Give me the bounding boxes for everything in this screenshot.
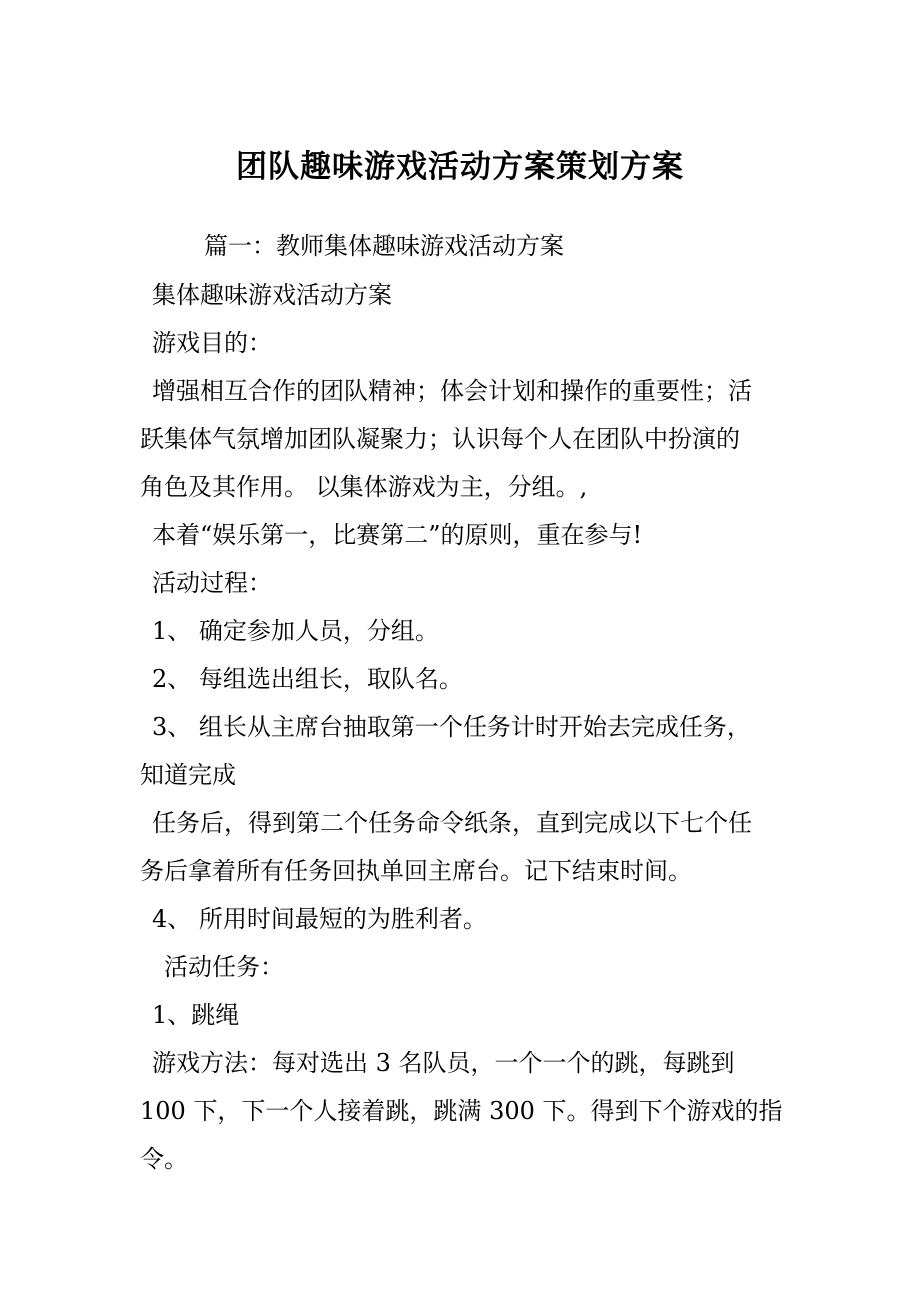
paragraph-line: 游戏方法：每对选出 3 名队员，一个一个的跳，每跳到 xyxy=(152,1049,735,1077)
section-heading: 活动任务： xyxy=(164,953,284,981)
paragraph-line: 本着“娱乐第一，比赛第二”的原则，重在参与! xyxy=(152,521,643,549)
paragraph-line: 增强相互合作的团队精神；体会计划和操作的重要性；活 xyxy=(152,377,752,405)
list-item: 1、 确定参加人员，分组。 xyxy=(152,617,439,645)
paragraph-line: 100 下，下一个人接着跳，跳满 300 下。得到下个游戏的指 xyxy=(140,1097,783,1125)
paragraph-line: 令。 xyxy=(140,1145,188,1173)
list-item: 3、 组长从主席台抽取第一个任务计时开始去完成任务， xyxy=(152,713,751,741)
paragraph-line: 角色及其作用。 以集体游戏为主，分组。, xyxy=(140,473,588,501)
section-heading: 篇一：教师集体趣味游戏活动方案 xyxy=(204,232,564,260)
paragraph-line: 游戏目的： xyxy=(152,329,272,357)
list-item: 1、跳绳 xyxy=(152,1001,240,1029)
paragraph-line: 活动过程： xyxy=(152,569,272,597)
subtitle-line: 集体趣味游戏活动方案 xyxy=(152,281,392,309)
paragraph-line: 知道完成 xyxy=(140,761,236,789)
list-item: 4、 所用时间最短的为胜利者。 xyxy=(152,905,487,933)
paragraph-line: 跃集体气氛增加团队凝聚力；认识每个人在团队中扮演的 xyxy=(140,425,740,453)
document-title: 团队趣味游戏活动方案策划方案 xyxy=(236,149,684,185)
paragraph-line: 务后拿着所有任务回执单回主席台。记下结束时间。 xyxy=(140,857,692,885)
list-item: 2、 每组选出组长，取队名。 xyxy=(152,665,463,693)
paragraph-line: 任务后，得到第二个任务命令纸条，直到完成以下七个任 xyxy=(152,809,752,837)
